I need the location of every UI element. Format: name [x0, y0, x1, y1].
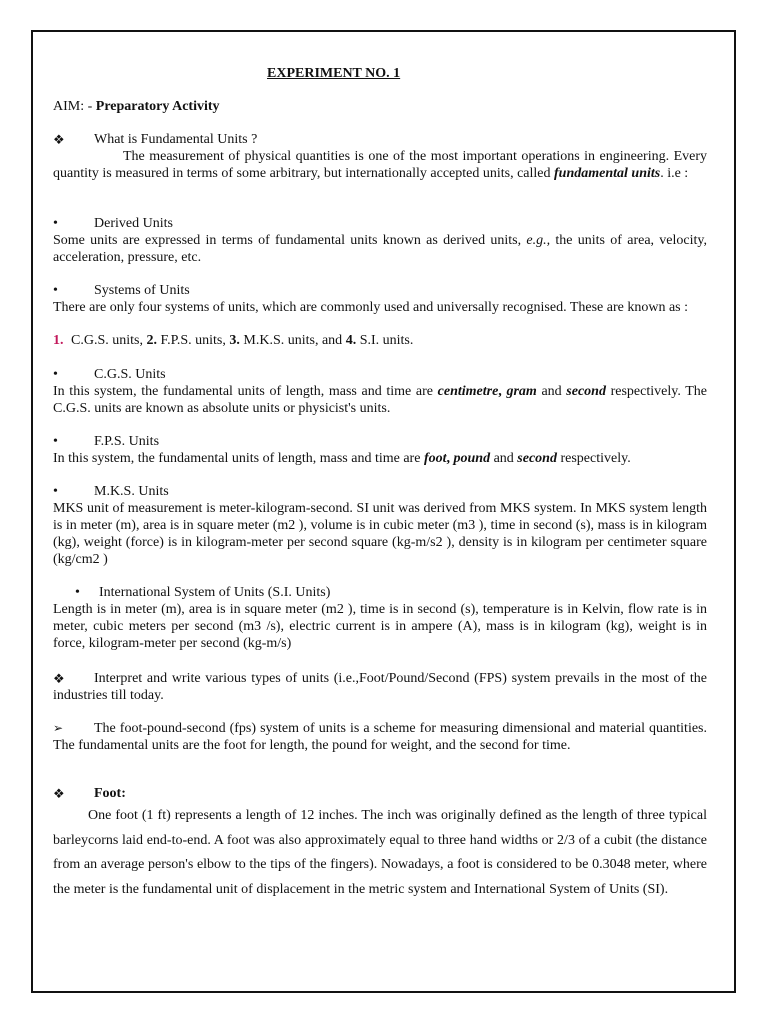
diamond-bullet-icon: ❖	[53, 132, 65, 147]
aim-prefix: AIM: -	[53, 99, 96, 114]
dot-bullet-icon: •	[53, 216, 58, 231]
fundamental-emph: fundamental units	[554, 166, 661, 181]
derived-paragraph: Some units are expressed in terms of fundamental units known as derived units, e.g., the units of area, velocity, acceleration, pressure, etc.	[53, 233, 707, 265]
aim-text: Preparatory Activity	[95, 99, 220, 114]
derived-emph: e.g.,	[526, 233, 551, 248]
fundamental-heading: What is Fundamental Units ?	[94, 132, 258, 147]
dot-bullet-icon: •	[53, 484, 58, 499]
page-title: EXPERIMENT NO. 1	[267, 66, 401, 81]
arrow-bullet-icon: ➢	[53, 721, 64, 735]
fundamental-paragraph: The measurement of physical quantities is one of the most important operations in engineering. Every quantity is measured in terms of some arbitrary, but internationally accepted units, called fundamental units. i.e :	[53, 149, 707, 181]
derived-heading: Derived Units	[94, 216, 173, 231]
aim-line	[53, 98, 707, 115]
si-paragraph: Length is in meter (m), area is in square meter (m2 ), time is in second (s), temperature is in Kelvin, flow rate is in meter, cubic meters per second (m3 /s), electric current is in ampere (A), mass is in kilogram (kg), weight is in force, kilogram-meter per second (kg-m/s)	[53, 602, 707, 651]
mks-heading: M.K.S. Units	[94, 484, 169, 499]
dot-bullet-icon: •	[53, 283, 58, 298]
si-heading: International System of Units (S.I. Units)	[99, 585, 331, 600]
mks-paragraph: MKS unit of measurement is meter-kilogram-second. SI unit was derived from MKS system. In MKS system length is in meter (m), area is in square meter (m2 ), volume is in cubic meter (m3 ), time in second (s), mass is in kilogram (kg), weight (force) is in kilogram-meter per second square (kg-m/s2 ), density is in kilogram per centimeter square (kg/cm2 )	[53, 501, 707, 567]
dot-bullet-icon: •	[53, 434, 58, 449]
fps-scheme-paragraph: ➢ The foot-pound-second (fps) system of units is a scheme for measuring dimensional and material quantities. The fundamental units are the foot for length, the pound for weight, and the second for time.	[53, 721, 707, 753]
diamond-bullet-icon: ❖	[53, 671, 65, 686]
dot-bullet-icon: •	[75, 585, 80, 600]
fps-paragraph: In this system, the fundamental units of length, mass and time are foot, pound and second respectively.	[53, 451, 631, 466]
systems-paragraph: There are only four systems of units, which are commonly used and universally recognised. These are known as :	[53, 300, 689, 315]
fps-heading: F.P.S. Units	[94, 434, 160, 449]
foot-paragraph: One foot (1 ft) represents a length of 12 inches. The inch was originally defined as the length of three typical barleycorns laid end-to-end. A foot was also approximately equal to three hand widths or 2/3 of a cubit (the distance from an average person's elbow to the tips of the fingers). Nowadays, a foot is considered to be 0.3048 meter, where the meter is the fundamental unit of displacement in the metric system and International System of Units (SI).	[53, 808, 707, 897]
foot-heading: Foot:	[94, 786, 126, 801]
systems-number-1: 1.	[53, 333, 64, 348]
dot-bullet-icon: •	[53, 367, 58, 382]
diamond-bullet-icon: ❖	[53, 786, 65, 801]
interpret-paragraph: ❖ Interpret and write various types of units (i.e.,Foot/Pound/Second (FPS) system prevails in the most of the industries till today.	[53, 671, 707, 703]
systems-list: 1. C.G.S. units, 2. F.P.S. units, 3. M.K.S. units, and 4. S.I. units.	[53, 333, 414, 348]
systems-heading: Systems of Units	[94, 283, 190, 298]
cgs-paragraph: In this system, the fundamental units of length, mass and time are centimetre, gram and second respectively. The C.G.S. units are known as absolute units or physicist's units.	[53, 384, 707, 416]
cgs-heading: C.G.S. Units	[94, 367, 166, 382]
